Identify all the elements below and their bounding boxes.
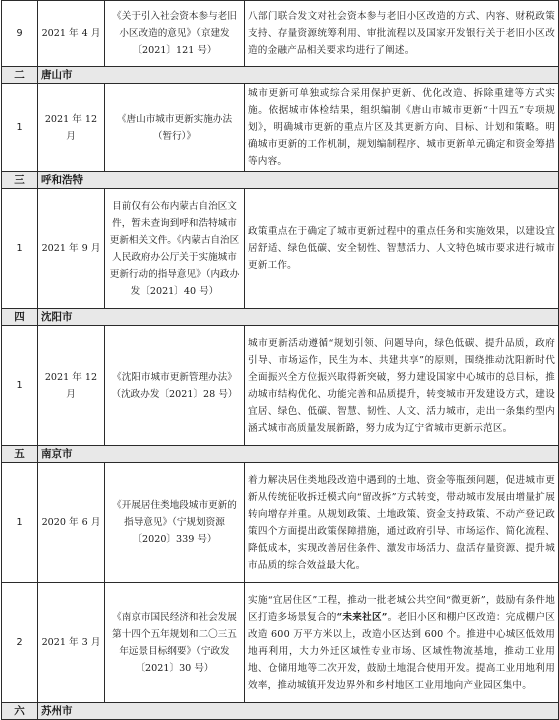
- table-row: [2, 1, 559, 67]
- section-header-huhehaote: [2, 172, 559, 189]
- document-title: 《唐山市城市更新实施办法（暂行）》: [105, 84, 245, 172]
- row-number: 1: [2, 463, 38, 583]
- document-title: 《开展居住类地段城市更新的指导意见》（宁规划资源〔2020〕339 号）: [105, 463, 245, 583]
- table-row: [2, 463, 559, 583]
- policy-content: 着力解决居住类地段改造中遇到的土地、资金等瓶颈问题，促进城市更新从传统征收拆迁模式向“留改拆”方式转变，带动城市发展由增量扩展转向增存并重。从规划政策、土地政策、资金支持政策、不动产登记政策四个方面提出政策保障措施，通过政府引导、市场运作、简化流程、降低成本，实现改善居住条件、激发市场活力、盘活存量资源、提升城市品质的综合效益最大化。: [245, 463, 559, 583]
- section-city: 唐山市: [38, 67, 559, 84]
- table-row: [2, 326, 559, 446]
- row-number: 1: [2, 189, 38, 309]
- section-header-tangshan: [2, 67, 559, 84]
- section-city: 沈阳市: [38, 309, 559, 326]
- release-date: 2021 年 3 月: [38, 583, 105, 703]
- section-city: 呼和浩特: [38, 172, 559, 189]
- content-text: 。老旧小区和棚户区改造：完成棚户区改造 600 万平方米以上，改造小区达到 600 个。推进中心城区低效用地再利用，大力外迁区域性专业市场、区域性物流基地，推动工业用地、仓储用地等二次开发，鼓励土地混合使用开发。提高工业用地利用效率，推动城镇开发边界外和乡村地区工业用地向产业园区集中。: [248, 611, 555, 691]
- policy-content: 八部门联合发文对社会资本参与老旧小区改造的方式、内容、财税政策支持、存量资源统筹利用、审批流程以及国家开发银行关于老旧小区改造的金融产品相关要求均进行了阐述。: [245, 1, 559, 67]
- section-city: 苏州市: [38, 703, 559, 720]
- section-number: 五: [2, 446, 38, 463]
- content-text: 实施“宜居住区”工程，推动一批老城公共空间“微更新”，鼓励有条件地区打造多场景复合的: [248, 594, 555, 623]
- table-row: [2, 189, 559, 309]
- release-date: 2021 年 9 月: [38, 189, 105, 309]
- document-title: 《沈阳市城市更新管理办法》（沈政办发〔2021〕28 号）: [105, 326, 245, 446]
- section-header-suzhou: [2, 703, 559, 720]
- row-number: 9: [2, 1, 38, 67]
- future-community-highlight: “未来社区”: [336, 611, 388, 623]
- document-title: 《南京市国民经济和社会发展第十四个五年规划和二〇三五年远景目标纲要》（宁政发〔2021〕30 号）: [105, 583, 245, 703]
- section-number: 六: [2, 703, 38, 720]
- policy-content: 城市更新可单独或综合采用保护更新、优化改造、拆除重建等方式实施。依据城市体检结果，组织编制《唐山市城市更新“十四五”专项规划》，明确城市更新的重点片区及其更新方向、目标、计划和策略。明确城市更新的工作机制，规划编制程序、城市更新单元确定和资金筹措等内容。: [245, 84, 559, 172]
- document-title: 目前仅有公布内蒙古自治区文件，暂未查询到呼和浩特城市更新相关文件。《内蒙古自治区人民政府办公厅关于实施城市更新行动的指导意见》（内政办发〔2021〕40 号）: [105, 189, 245, 309]
- row-number: 2: [2, 583, 38, 703]
- policy-table: [1, 0, 559, 720]
- policy-content: 城市更新活动遵循“规划引领、问题导向，绿色低碳、提升品质，政府引导、市场运作，民生为本、共建共享”的原则，围绕推动沈阳新时代全面振兴全方位振兴取得新突破，努力建设国家中心城市的总目标，推动城市结构优化、功能完善和品质提升，转变城市开发建设方式，建设宜居、绿色、低碳、智慧、韧性、人文、活力城市，走出一条集约型内涵式城市高质量发展新路，努力成为辽宁省城市更新示范区。: [245, 326, 559, 446]
- section-header-nanjing: [2, 446, 559, 463]
- release-date: 2020 年 6 月: [38, 463, 105, 583]
- section-header-shenyang: [2, 309, 559, 326]
- policy-content: [245, 583, 559, 703]
- release-date: 2021 年 4 月: [38, 1, 105, 67]
- table-row: [2, 84, 559, 172]
- section-number: 二: [2, 67, 38, 84]
- section-city: 南京市: [38, 446, 559, 463]
- section-number: 三: [2, 172, 38, 189]
- document-title: 《关于引入社会资本参与老旧小区改造的意见》（京建发〔2021〕121 号）: [105, 1, 245, 67]
- section-number: 四: [2, 309, 38, 326]
- release-date: 2021 年 12 月: [38, 84, 105, 172]
- row-number: 1: [2, 84, 38, 172]
- table-row: [2, 583, 559, 703]
- release-date: 2021 年 12 月: [38, 326, 105, 446]
- row-number: 1: [2, 326, 38, 446]
- policy-content: 政策重点在于确定了城市更新过程中的重点任务和实施效果，以建设宜居舒适、绿色低碳、安全韧性、智慧活力、人文特色城市要求进行城市更新工作。: [245, 189, 559, 309]
